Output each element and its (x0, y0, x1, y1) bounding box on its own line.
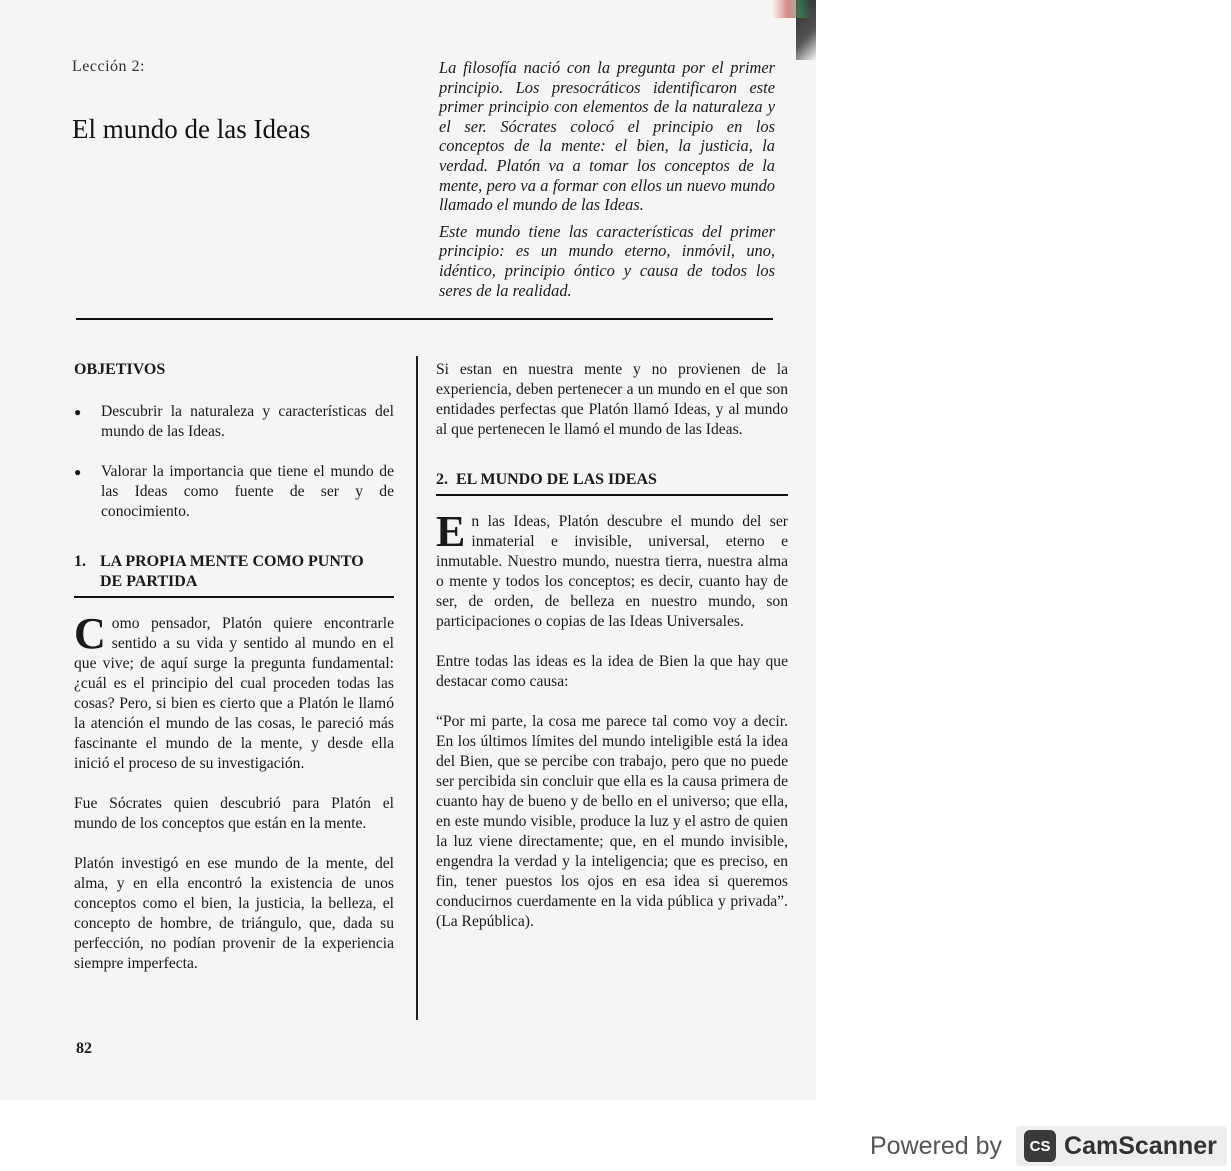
drop-cap: E (436, 507, 466, 556)
section-1-paragraph-1: Como pensador, Platón quiere encontrarle sentido a su vida y sentido al mundo en el que vive; de aquí surge la pregunta fundamental: ¿cuál es el principio del cual proceden todas las cosas? Pero, si bien es cierto que a Platón le llamó la atención el mundo de las cosas, le pareció más fascinante el mundo de la mente, y desde ella inició el proceso de su investigación. (74, 609, 394, 772)
objective-item: ● Descubrir la naturaleza y características del mundo de las Ideas. (74, 402, 394, 442)
lesson-label: Lección 2: (72, 58, 145, 75)
section-1-paragraph-3: Platón investigó en ese mundo de la mente, del alma, y en ella encontró la existencia de unos conceptos como el bien, la justicia, la belleza, el concepto de hombre, de triángulo, que, dada su perfección, no podían provenir de la experiencia siempre imperfecta. (74, 855, 394, 972)
section-2-title: EL MUNDO DE LAS IDEAS (456, 471, 657, 488)
objective-item: ● Valorar la importancia que tiene el mundo de las Ideas como fuente de ser y de conocimiento. (74, 462, 394, 522)
page-corner-tint (772, 0, 812, 18)
camscanner-badge (1016, 1126, 1227, 1166)
drop-cap: C (74, 609, 106, 658)
header-divider (76, 318, 773, 320)
right-column (436, 360, 788, 932)
camscanner-footer (870, 1122, 1227, 1170)
section-2-heading (436, 470, 788, 496)
objectives-list (74, 402, 394, 522)
right-intro-paragraph: Si estan en nuestra mente y no provienen de la experiencia, deben pertenecer a un mundo en el que son entidades perfectas que Platón llamó Ideas, y al mundo al que pertenecen le llamó el mundo de las Ideas. (436, 361, 788, 438)
objectives-title: OBJETIVOS (74, 361, 166, 378)
page-title: El mundo de las Ideas (72, 114, 311, 144)
section-1-heading (74, 552, 394, 598)
section-2-number: 2. (436, 471, 448, 488)
section-2-quote: “Por mi parte, la cosa me parece tal como voy a decir. En los últimos límites del mundo inteligible está la idea del Bien, que se percibe con trabajo, pero que no puede ser percibida sin concluir que ella es la causa primera de cuanto hay de bueno y de bello en el universo; que ella, en este mundo visible, produce la luz y el astro de quien la luz viene directamente; que, en el mundo invisible, engendra la verdad y la inteligencia; que es preciso, en fin, tener puestos los ojos en esa idea si queremos conducirnos cuerdamente en la vida pública y privada”. (La República). (436, 713, 788, 930)
camscanner-logo-icon: CS (1024, 1130, 1056, 1162)
left-column (74, 360, 394, 974)
intro-paragraph-2: Este mundo tiene las características del primer principio: es un mundo eterno, inmóvil, uno, idéntico, principio óntico y causa de todos los seres de la realidad. (439, 221, 775, 300)
camscanner-brand-name: CamScanner (1064, 1131, 1217, 1160)
section-1-title: LA PROPIA MENTE COMO PUNTO DE PARTIDA (100, 553, 364, 590)
column-divider (416, 356, 418, 1020)
section-1-number: 1. (74, 553, 86, 570)
page-number: 82 (76, 1040, 92, 1057)
intro-block (439, 58, 775, 307)
intro-paragraph-1: La filosofía nació con la pregunta por el primer principio. Los presocráticos identificaron este primer principio con elementos de la naturaleza y el ser. Sócrates colocó el principio en los conceptos de la mente: el bien, la justicia, la verdad. Platón va a tomar los conceptos de la mente, pero va a formar con ellos un nuevo mundo llamado el mundo de las Ideas. (439, 58, 775, 215)
section-1-paragraph-2: Fue Sócrates quien descubrió para Platón el mundo de los conceptos que están en la mente. (74, 795, 394, 832)
section-2-paragraph-1: En las Ideas, Platón descubre el mundo del ser inmaterial e invisible, universal, eterno e inmutable. Nuestro mundo, nuestra tierra, nuestra alma o mente y todos los conceptos; es decir, cuanto hay de ser, de orden, de belleza en nuestro mundo, son participaciones o copias de las Ideas Universales. (436, 507, 788, 630)
powered-by-text: Powered by (870, 1131, 1003, 1160)
section-2-paragraph-2: Entre todas las ideas es la idea de Bien la que hay que destacar como causa: (436, 653, 788, 690)
